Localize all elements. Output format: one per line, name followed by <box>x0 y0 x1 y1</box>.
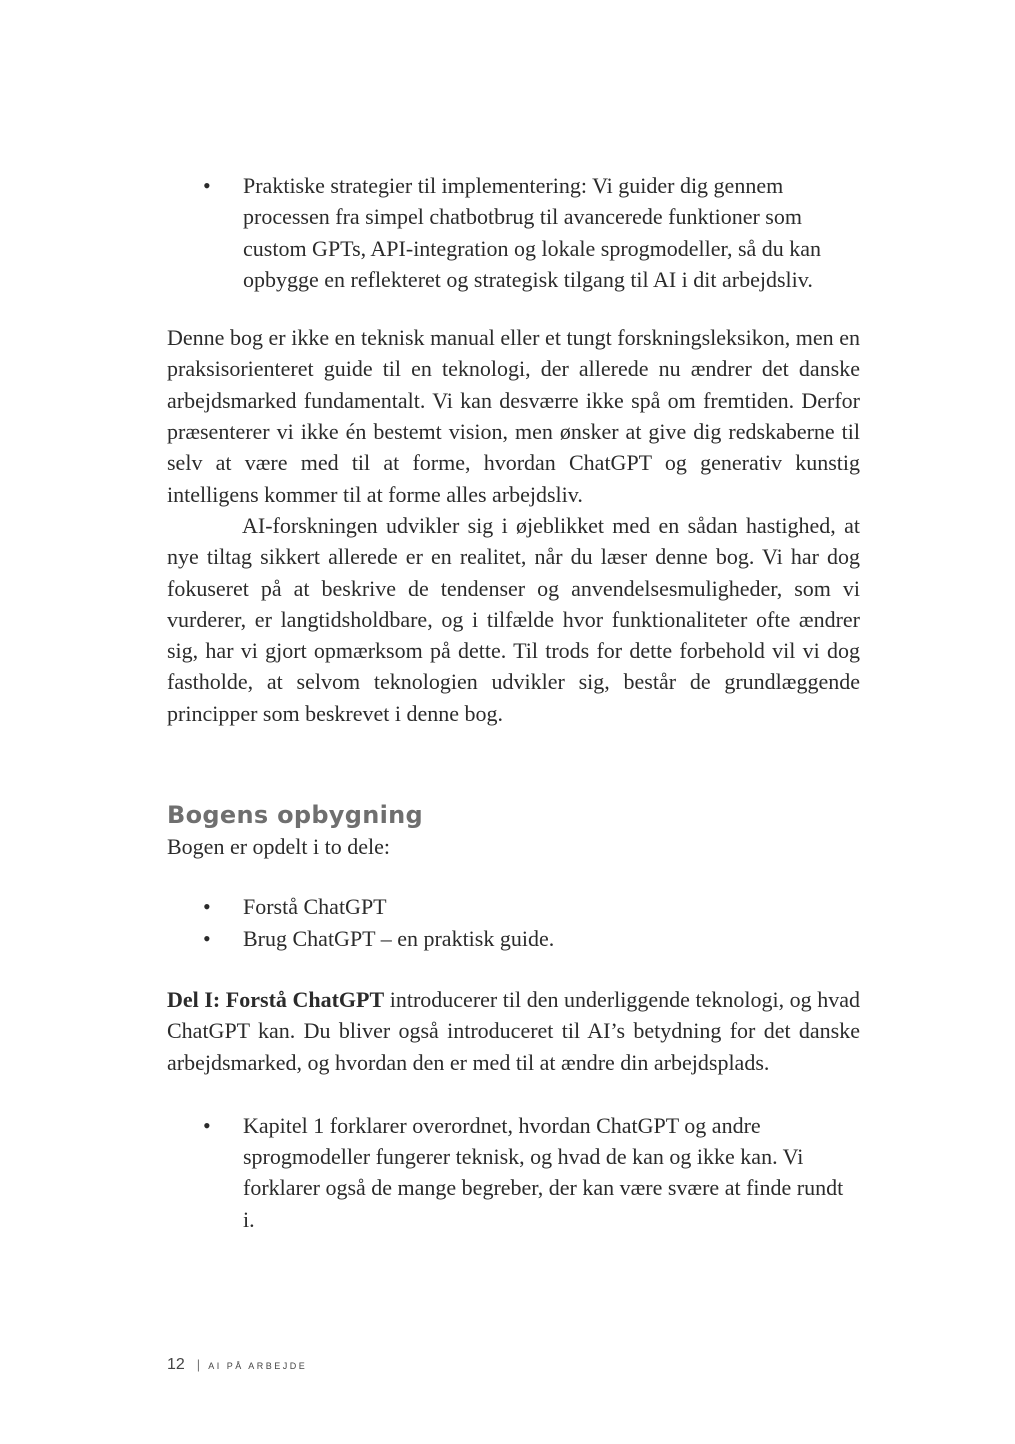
parts-list <box>167 891 860 954</box>
running-title: AI PÅ ARBEJDE <box>208 1361 308 1371</box>
section-heading: Bogens opbygning <box>167 801 424 830</box>
footer-separator: | <box>196 1357 201 1372</box>
page-footer <box>167 1356 307 1374</box>
intro-paragraph: Denne bog er ikke en teknisk manual eller et tungt forskningsleksikon, men en praksisorienteret guide til en teknologi, der allerede nu ændrer det danske arbejdsmarked fundamentalt. Vi kan desværre ikke spå om fremtiden. Derfor præsenterer vi ikke én bestemt vision, men ønsker at give dig redskaberne til selv at være med til at forme, hvordan ChatGPT og generativ kunstig intelligens kommer til at forme alles arbejdsliv. <box>167 325 860 507</box>
bullet-icon: • <box>203 173 211 198</box>
list-item-text: Brug ChatGPT – en praktisk guide. <box>243 925 555 951</box>
bullet-icon: • <box>203 925 211 951</box>
part1-paragraph <box>167 984 860 1078</box>
bullet-icon: • <box>203 1112 211 1138</box>
chapter-bullet-list <box>167 1110 860 1235</box>
list-item <box>167 1110 860 1235</box>
list-item-text: Praktiske strategier til implementering: Vi guider dig gennem processen fra simpel chatbotbrug til avancerede funktioner som custom GPTs, API-integration og lokale sprogmodeller, så du kan opbygge en reflekteret og strategisk tilgang til AI i dit arbejdsliv. <box>243 173 822 292</box>
list-item-text: Kapitel 1 forklarer overordnet, hvordan ChatGPT og andre sprogmodeller fungerer teknisk, og hvad de kan og ikke kan. Vi forklarer også de mange begreber, der kan være svære at finde rundt i. <box>243 1112 844 1232</box>
page-body <box>167 170 860 1235</box>
list-item <box>167 923 860 954</box>
list-item <box>167 170 860 295</box>
page-number: 12 <box>167 1356 185 1373</box>
part1-description: introducerer til den underliggende teknologi, og hvad ChatGPT kan. Du bliver også introduceret til AI’s betydning for det danske arbejdsmarked, og hvordan den er med til at ændre din arbejdsplads. <box>167 986 861 1075</box>
section-intro: Bogen er opdelt i to dele: <box>167 834 390 860</box>
strategy-bullet-list <box>167 170 860 295</box>
list-item <box>167 891 860 922</box>
list-item-text: Forstå ChatGPT <box>243 894 387 920</box>
research-paragraph: AI-forskningen udvikler sig i øjeblikket med en sådan hastighed, at nye tiltag sikkert allerede er en realitet, når du læser denne bog. Vi har dog fokuseret på at beskrive de tendenser og anvendelsesmuligheder, som vi vurderer, er langtidsholdbare, og i tilfælde hvor funktionaliteter ofte ændrer sig, har vi gjort opmærksom på dette. Til trods for dette forbehold vil vi dog fastholde, at selvom teknologien udvikler sig, består de grundlæggende principper som beskrevet i denne bog. <box>167 512 860 726</box>
part1-title: Del I: Forstå ChatGPT <box>167 986 385 1012</box>
bullet-icon: • <box>203 894 211 920</box>
